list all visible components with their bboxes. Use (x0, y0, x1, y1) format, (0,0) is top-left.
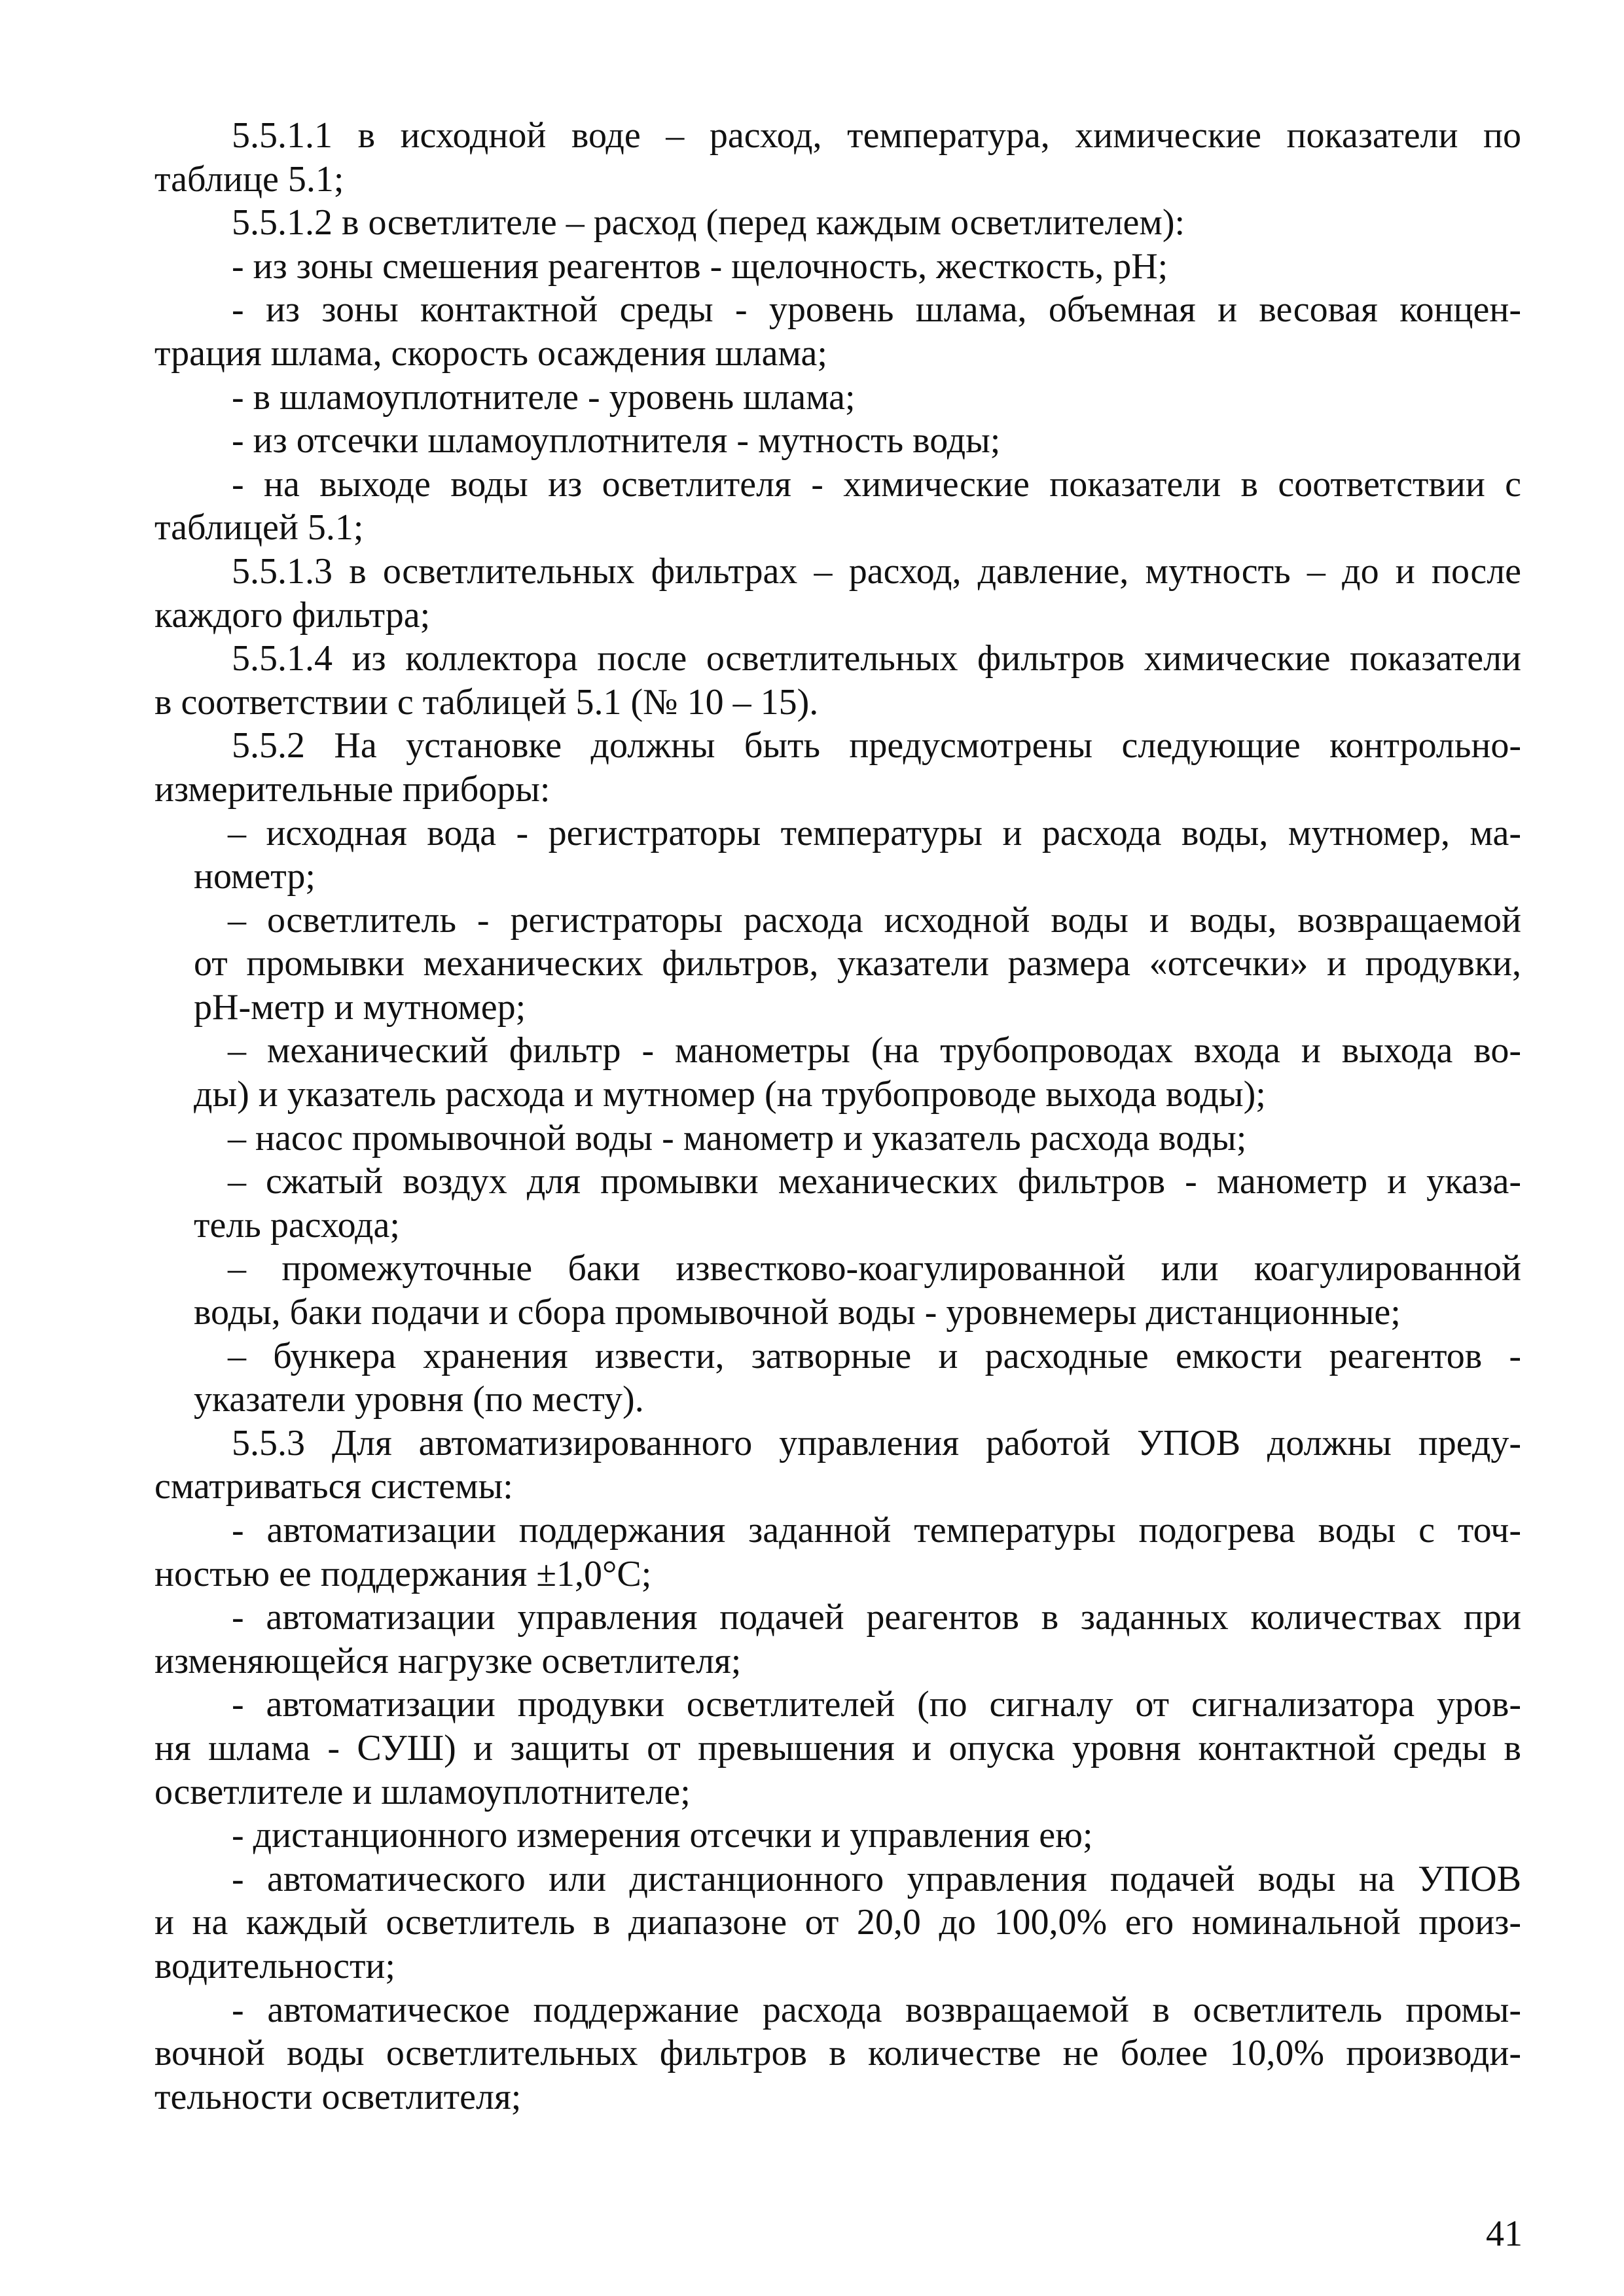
text-line: и на каждый осветлитель в диапазоне от 20,0 до 100,0% его номинальной произ- (154, 1902, 1521, 1943)
text-line: ностью ее поддержания ±1,0°С; (154, 1553, 652, 1594)
text-line: ня шлама - СУШ) и защиты от превышения и опуска уровня контактной среды в (154, 1727, 1521, 1768)
text-line: изменяющейся нагрузке осветлителя; (154, 1640, 742, 1681)
text-line: - автоматического или дистанционного управления подачей воды на УПОВ (232, 1858, 1521, 1899)
text-line: измерительные приборы: (154, 768, 550, 810)
text-line: - из отсечки шламоуплотнителя - мутность воды; (232, 420, 1001, 461)
text-line: - в шламоуплотнителе - уровень шлама; (232, 376, 856, 418)
text-line: тельности осветлителя; (154, 2076, 522, 2117)
text-line: 5.5.1.1 в исходной воде – расход, температура, химические показатели по (232, 115, 1521, 156)
text-line: - автоматизации управления подачей реагентов в заданных количествах при (232, 1597, 1521, 1638)
text-line: – осветлитель - регистраторы расхода исходной воды и воды, возвращаемой (228, 899, 1521, 941)
text-line: - автоматизации продувки осветлителей (по сигналу от сигнализатора уров- (232, 1684, 1521, 1725)
text-line: сматриваться системы: (154, 1466, 513, 1507)
text-line: 5.5.1.3 в осветлительных фильтрах – расход, давление, мутность – до и после (232, 550, 1521, 592)
text-line: рН-метр и мутномер; (194, 986, 526, 1028)
text-line: осветлителе и шламоуплотнителе; (154, 1771, 691, 1812)
text-line: таблице 5.1; (154, 158, 344, 200)
text-line: тель расхода; (194, 1204, 400, 1246)
text-line: – исходная вода - регистраторы температуры и расхода воды, мутномер, ма- (228, 812, 1521, 853)
text-line: - из зоны контактной среды - уровень шлама, объемная и весовая концен- (232, 289, 1521, 331)
text-line: – насос промывочной воды - манометр и указатель расхода воды; (228, 1117, 1247, 1158)
text-line: трация шлама, скорость осаждения шлама; (154, 332, 827, 374)
text-line: - автоматизации поддержания заданной температуры подогрева воды с точ- (232, 1510, 1521, 1551)
text-line: - дистанционного измерения отсечки и управления ею; (232, 1815, 1093, 1856)
text-line: 5.5.3 Для автоматизированного управления работой УПОВ должны преду- (232, 1422, 1521, 1463)
text-line: – промежуточные баки известково-коагулированной или коагулированной (228, 1248, 1521, 1289)
page-number: 41 (1486, 2214, 1523, 2254)
text-line: таблицей 5.1; (154, 507, 364, 548)
text-line: 5.5.1.2 в осветлителе – расход (перед каждым осветлителем): (232, 202, 1185, 243)
text-line: – бункера хранения извести, затворные и расходные емкости реагентов - (228, 1335, 1521, 1376)
body-text (154, 114, 1521, 2119)
text-line: - автоматическое поддержание расхода возвращаемой в осветлитель промы- (232, 1989, 1521, 2030)
text-line: - на выходе воды из осветлителя - химические показатели в соответствии с (232, 463, 1521, 505)
text-line: 5.5.2 На установке должны быть предусмотрены следующие контрольно- (232, 725, 1521, 766)
text-line: ды) и указатель расхода и мутномер (на трубопроводе выхода воды); (194, 1074, 1266, 1115)
text-line: нометр; (194, 856, 316, 897)
text-line: – сжатый воздух для промывки механических фильтров - манометр и указа- (228, 1161, 1521, 1202)
text-line: воды, баки подачи и сбора промывочной воды - уровнемеры дистанционные; (194, 1292, 1401, 1333)
text-line: от промывки механических фильтров, указатели размера «отсечки» и продувки, (194, 943, 1521, 984)
text-line: - из зоны смешения реагентов - щелочность, жесткость, рН; (232, 245, 1168, 287)
text-line: – механический фильтр - манометры (на трубопроводах входа и выхода во- (228, 1030, 1521, 1071)
text-line: указатели уровня (по месту). (194, 1379, 644, 1420)
text-line: в соответствии с таблицей 5.1 (№ 10 – 15). (154, 681, 819, 723)
text-line: каждого фильтра; (154, 594, 431, 636)
text-line: вочной воды осветлительных фильтров в количестве не более 10,0% производи- (154, 2033, 1521, 2074)
text-line: водительности; (154, 1945, 395, 1986)
text-line: 5.5.1.4 из коллектора после осветлительных фильтров химические показатели (232, 638, 1521, 679)
